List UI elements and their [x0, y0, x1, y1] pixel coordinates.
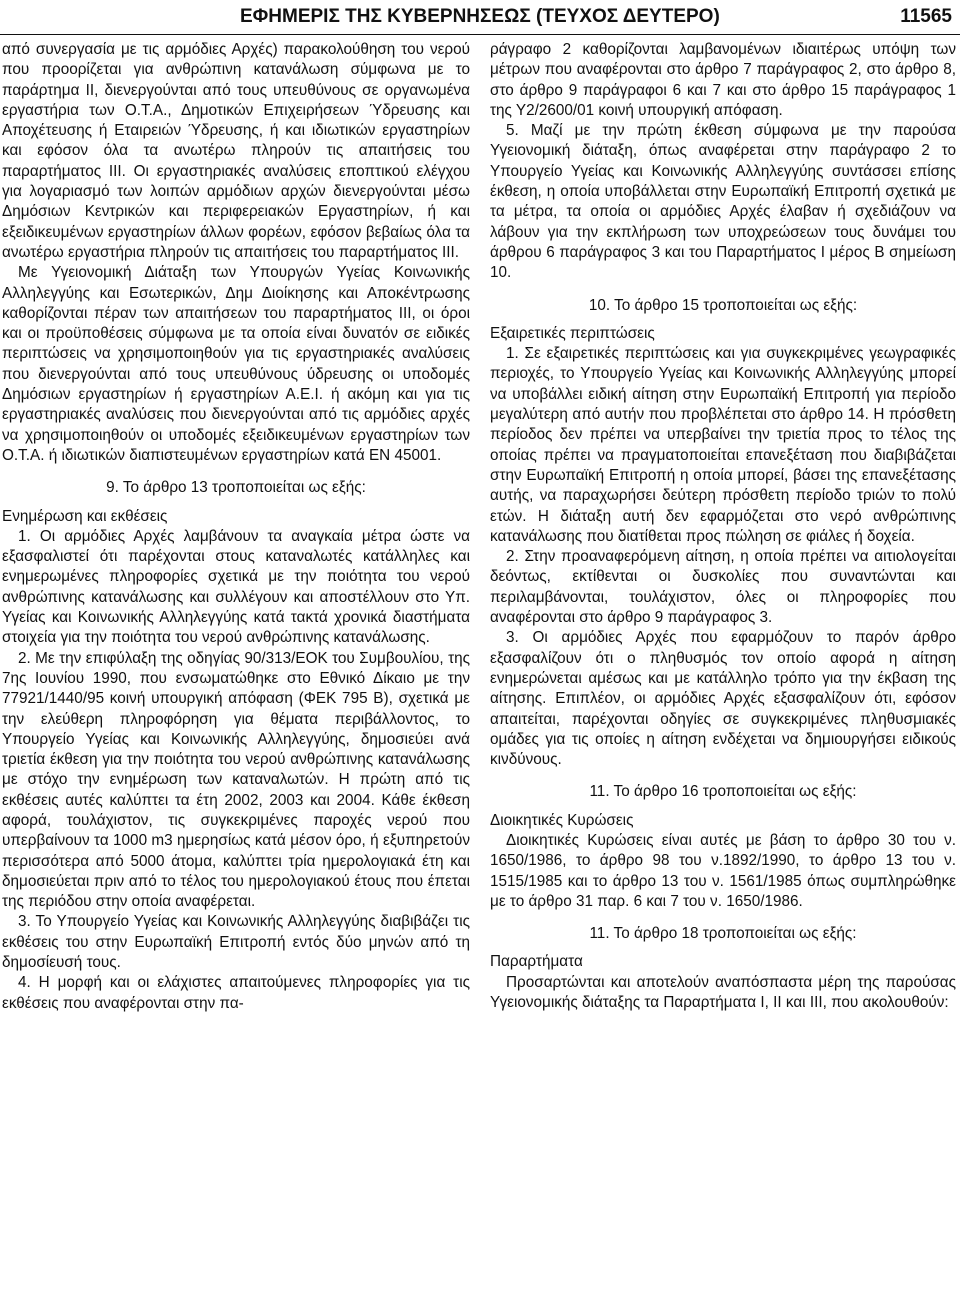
left-column — [2, 40, 470, 1014]
paragraph: Με Υγειονομική Διάταξη των Υπουργών Υγείας Κοινωνικής Αλληλεγγύης και Εσωτερικών, Δημ Διοίκησης και Αποκέντρωσης καθορίζονται πέραν των απαιτήσεων του παραρτήματος ΙΙΙ, οι όροι και οι προϋποθέσεις σύμφωνα με τα οποία είναι δυνατόν σε ειδικές περιπτώσεις να χρησιμοποιηθούν για τις εργαστηριακές αναλύσεις που διενεργούνται από τους υπευθύνους ύδρευσης οι υποδομές Δημόσιων εργαστηρίων ή εργαστηρίων Α.Ε.Ι. ή ακόμη και για τις εργαστηριακές αναλύσεις που διενεργούνται από τις αρμόδιες αρχές να χρησιμοποιηθούν οι υποδομές εξειδικευμένων εργαστηρίων των Ο.Τ.Α. ή ιδιωτικών διαπιστευμένων εργαστηρίων κατά ΕΝ 45001. — [2, 264, 470, 464]
paragraph: 2. Με την επιφύλαξη της οδηγίας 90/313/ΕΟΚ του Συμβουλίου, της 7ης Ιουνίου 1990, που ενσωματώθηκε στο Εθνικό Δίκαιο με την 77921/1440/95 κοινή υπουργική απόφαση (ΦΕΚ 795 Β), σχετικά με την ελεύθερη πληροφόρηση για θέματα περιβάλλοντος, το Υπουργείο Υγείας και Κοινωνικής Αλληλεγγύης, δημοσιεύει ανά τριετία έκθεση για την ποιότητα του νερού ανθρώπινης κατανάλωσης με στόχο την ενημέρωση των καταναλωτών. Η πρώτη από τις εκθέσεις αυτές καλύπτει τα έτη 2002, 2003 και 2004. Κάθε έκθεση αφορά, τουλάχιστον, τις συγκεκριμένες παροχές νερού που υπερβαίνουν τα 1000 m3 ημερησίως κατά μέσον όρο, ή εξυπηρετούν περισσότερα από 5000 άτομα, καλύπτει τρία ημερολογιακά έτη και δημοσιεύεται πριν από το τέλος του ημερολογιακού έτους που έπεται της περιόδου στην οποία αναφέρεται. — [2, 649, 470, 911]
paragraph: 1. Σε εξαιρετικές περιπτώσεις και για συγκεκριμένες γεωγραφικές περιοχές, το Υπουργείο Υγείας και Κοινωνικής Αλληλεγγύης μπορεί να υποβάλλει ειδική αίτηση στην Ευρωπαϊκή Επιτροπή για περίοδο μεγαλύτερη από αυτήν που προβλέπεται στο άρθρο 14. Η πρόσθετη περίοδος δεν πρέπει να υπερβαίνει την τριετία προς το τέλος της οποίας πρέπει να πραγματοποιείται επανεξέταση που διαβιβάζεται στην Ευρωπαϊκή Επιτροπή η οποία μπορεί, βάσει της επανεξέτασης αυτής, να παραχωρήσει δεύτερη πρόσθετη περίοδο τριών το πολύ ετών. Η διάταξη αυτή δεν εφαρμόζεται στο νερό ανθρώπινης κατανάλωσης που διατίθεται προς πώληση σε φιάλες ή δοχεία. — [490, 345, 956, 545]
article-heading: 11. Το άρθρο 18 τροποποιείται ως εξής: — [589, 925, 857, 943]
article-subheading: Ενημέρωση και εκθέσεις — [2, 507, 168, 525]
paragraph: Διοικητικές Κυρώσεις είναι αυτές με βάση το άρθρο 30 του ν. 1650/1986, το άρθρο 98 του ν.1892/1990, το άρθρο 13 του ν. 1515/1985 και το άρθρο 13 του ν. 1561/1985 όπως συμπληρώθηκε με το άρθρο 31 παρ. 6 και 7 του ν. 1650/1986. — [490, 831, 956, 910]
article-subheading: Διοικητικές Κυρώσεις — [490, 811, 634, 829]
paragraph: 3. Οι αρμόδιες Αρχές που εφαρμόζουν το παρόν άρθρο εξασφαλίζουν ότι ο πληθυσμός τον οποίο αφορά η αίτηση ενημερώνεται αμέσως και με κατάλληλο τρόπο για την έκβαση της αίτησης. Επιπλέον, οι αρμόδιες Αρχές εξασφαλίζουν ότι, εφόσον απαιτείται, παρέχονται οδηγίες σε συγκεκριμένες πληθυσμιακές ομάδες για τις οποίες η αίτηση ενδέχεται να δημιουργήσει ειδικούς κινδύνους. — [490, 629, 956, 769]
gazette-title: ΕΦΗΜΕΡΙΣ ΤΗΣ ΚΥΒΕΡΝΗΣΕΩΣ (ΤΕΥΧΟΣ ΔΕΥΤΕΡΟ) — [240, 6, 720, 27]
page-header — [0, 0, 960, 34]
paragraph: 5. Μαζί με την πρώτη έκθεση σύμφωνα με την παρούσα Υγειονομική διάταξη, όπως αναφέρεται στην παράγραφο 2 το Υπουργείο Υγείας και Κοινωνικής Αλληλεγγύης συντάσσει επίσης έκθεση, η οποία υποβάλλεται στην Ευρωπαϊκή Επιτροπή σχετικά με τα μέτρα, τα οποία οι αρμόδιες Αρχές έλαβαν ή σχεδιάζουν να λάβουν για την εκπλήρωση των υποχρεώσεων τους δυνάμει του άρθρου 6 παράγραφος 3 και του Παραρτήματος Ι μέρος Β σημείωση 10. — [490, 122, 956, 282]
article-heading: 9. Το άρθρο 13 τροποποιείται ως εξής: — [106, 479, 366, 497]
paragraph: ράγραφο 2 καθορίζονται λαμβανομένων ιδιαιτέρως υπόψη των μέτρων που αναφέρονται στο άρθρο 7 παράγραφος 2, στο άρθρο 8, στο άρθρο 9 παράγραφοι 6 και 7 και στο άρθρο 15 παράγραφος 1 της Υ2/2600/01 κοινή υπουργική απόφαση. — [490, 41, 956, 119]
paragraph: 4. Η μορφή και οι ελάχιστες απαιτούμενες πληροφορίες για τις εκθέσεις που αναφέρονται στην πα- — [2, 974, 470, 1012]
paragraph: 3. Το Υπουργείο Υγείας και Κοινωνικής Αλληλεγγύης διαβιβάζει τις εκθέσεις του στην Ευρωπαϊκή Επιτροπή εντός δύο μηνών από τη δημοσίευσή τους. — [2, 913, 470, 972]
article-heading: 11. Το άρθρο 16 τροποποιείται ως εξής: — [589, 783, 857, 801]
right-column — [490, 40, 956, 1013]
paragraph: από συνεργασία με τις αρμόδιες Αρχές) παρακολούθηση του νερού που προορίζεται για ανθρώπινη κατανάλωση σύμφωνα με το παράρτημα ΙΙ, διενεργούνται από τους υπευθύνους σε οργανωμένα εργαστήρια των Ο.Τ.Α., Δημοτικών Επιχειρήσεων Ύδρευσης και Αποχέτευσης ή Εταιρειών Ύδρευσης, ή και ιδιωτικών εργαστηρίων και εφόσον όλα τα ανωτέρω πληρούν τις απαιτήσεις του παραρτήματος ΙΙΙ. Οι εργαστηριακές αναλύσεις εποπτικού ελέγχου για λογαριασμό των λοιπών αρμόδιων αρχών διενεργούνται μέσω Δημόσιων Κεντρικών και περιφερειακών Εργαστηρίων, ή και εξειδικευμένων εργαστηρίων άλλων φορέων, εφόσον βεβαίως όλα τα ανωτέρω εργαστήρια πληρούν τις απαιτήσεις του παραρτήματος ΙΙΙ. — [2, 41, 470, 261]
article-subheading: Εξαιρετικές περιπτώσεις — [490, 324, 655, 342]
header-rule — [0, 34, 960, 35]
article-subheading: Παραρτήματα — [490, 953, 583, 971]
article-heading: 10. Το άρθρο 15 τροποποιείται ως εξής: — [588, 296, 858, 314]
paragraph: Προσαρτώνται και αποτελούν αναπόσπαστα μέρη της παρούσας Υγειονομικής διάταξης τα Παραρτήματα Ι, ΙΙ και ΙΙΙ, που ακολουθούν: — [490, 973, 956, 1012]
paragraph: 1. Οι αρμόδιες Αρχές λαμβάνουν τα αναγκαία μέτρα ώστε να εξασφαλιστεί ότι παρέχονται στους καταναλωτές κατάλληλες και ενημερωμένες πληροφορίες σχετικά με την ποιότητα του νερού ανθρώπινης κατανάλωσης και συλλέγουν και αποστέλλουν στο Υπ. Υγείας και Κοινωνικής Αλληλεγγύης κατά τακτά χρονικά διαστήματα στοιχεία για την ποιότητα του νερού ανθρώπινης κατανάλωσης. — [2, 527, 470, 647]
paragraph: 2. Στην προαναφερόμενη αίτηση, η οποία πρέπει να αιτιολογείται δεόντως, εκτίθενται οι δυσκολίες που συναντώνται και περιλαμβάνονται, τουλάχιστον, όλες οι πληροφορίες που αναφέρονται στο άρθρο 9 παράγραφος 3. — [490, 548, 956, 627]
page-number: 11565 — [900, 6, 952, 27]
